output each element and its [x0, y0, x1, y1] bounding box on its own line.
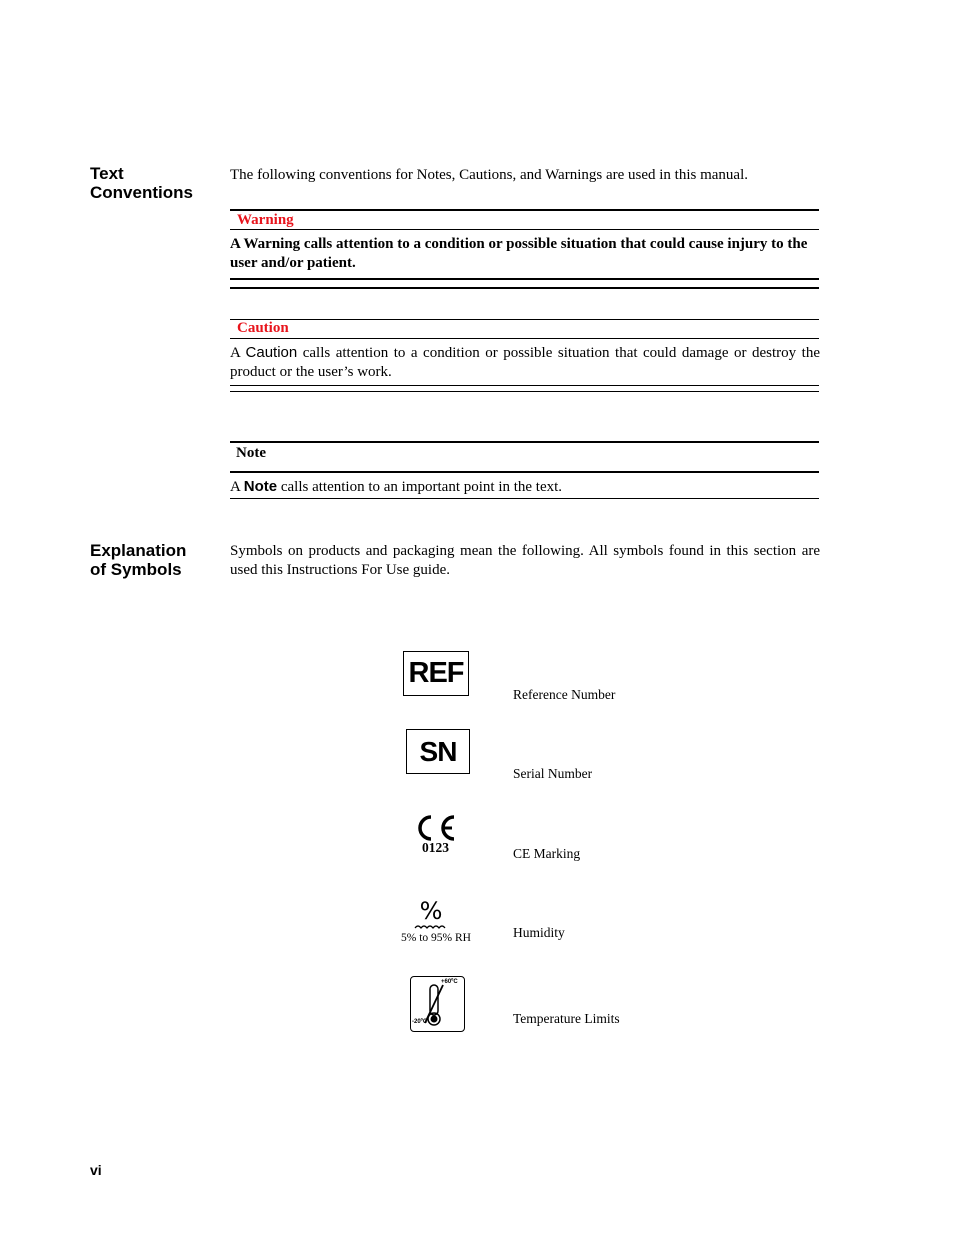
humidity-icon	[413, 895, 449, 931]
note-top-rule	[230, 441, 819, 443]
temperature-upper-limit: +60ºC	[441, 979, 458, 985]
note-bottom-rule	[230, 498, 819, 499]
caution-bottom-rule-2	[230, 391, 819, 392]
warning-label-rule	[230, 229, 819, 230]
ce-notified-body-number: 0123	[422, 840, 449, 855]
temperature-lower-limit: -20ºC	[412, 1019, 428, 1025]
text-conventions-heading: Text Conventions	[90, 164, 193, 202]
caution-text: A Caution calls attention to a condition or possible situation that could damage or destroy the product or the user’s work.	[230, 344, 820, 380]
warning-top-rule	[230, 209, 819, 211]
note-label-rule	[230, 471, 819, 473]
symbol-label-ce-marking: CE Marking	[513, 846, 581, 861]
symbol-label-serial-number: Serial Number	[513, 766, 593, 781]
page-number: vi	[90, 1162, 102, 1178]
thermometer-icon	[410, 976, 465, 1032]
explanation-of-symbols-intro: Symbols on products and packaging mean the following. All symbols found in this section are used this Instructions For Use guide.	[230, 543, 820, 578]
symbol-label-temperature-limits: Temperature Limits	[513, 1011, 620, 1026]
note-label: Note	[236, 445, 266, 461]
caution-top-rule	[230, 319, 819, 320]
warning-text: A Warning calls attention to a condition or possible situation that could cause injury to the user and/or patient.	[230, 236, 808, 271]
humidity-percent-glyph: %	[419, 897, 443, 925]
caution-label: Caution	[237, 320, 289, 336]
sn-icon: SN	[406, 729, 470, 774]
explanation-of-symbols-heading: Explanation of Symbols	[90, 541, 187, 579]
note-text: A Note calls attention to an important point in the text.	[230, 478, 563, 495]
warning-bottom-rule-2	[230, 287, 819, 289]
caution-keyword: Caution	[245, 344, 298, 361]
humidity-range-caption: 5% to 95% RH	[401, 932, 471, 944]
ref-icon: REF	[403, 651, 469, 696]
note-keyword: Note	[243, 478, 278, 495]
symbol-label-reference-number: Reference Number	[513, 687, 616, 702]
symbol-label-humidity: Humidity	[513, 925, 565, 940]
caution-bottom-rule-1	[230, 385, 819, 386]
warning-bottom-rule-1	[230, 278, 819, 280]
warning-label: Warning	[237, 212, 294, 228]
ce-mark-icon	[414, 813, 458, 843]
text-conventions-intro: The following conventions for Notes, Cautions, and Warnings are used in this manual.	[230, 167, 749, 183]
caution-label-rule	[230, 338, 819, 339]
